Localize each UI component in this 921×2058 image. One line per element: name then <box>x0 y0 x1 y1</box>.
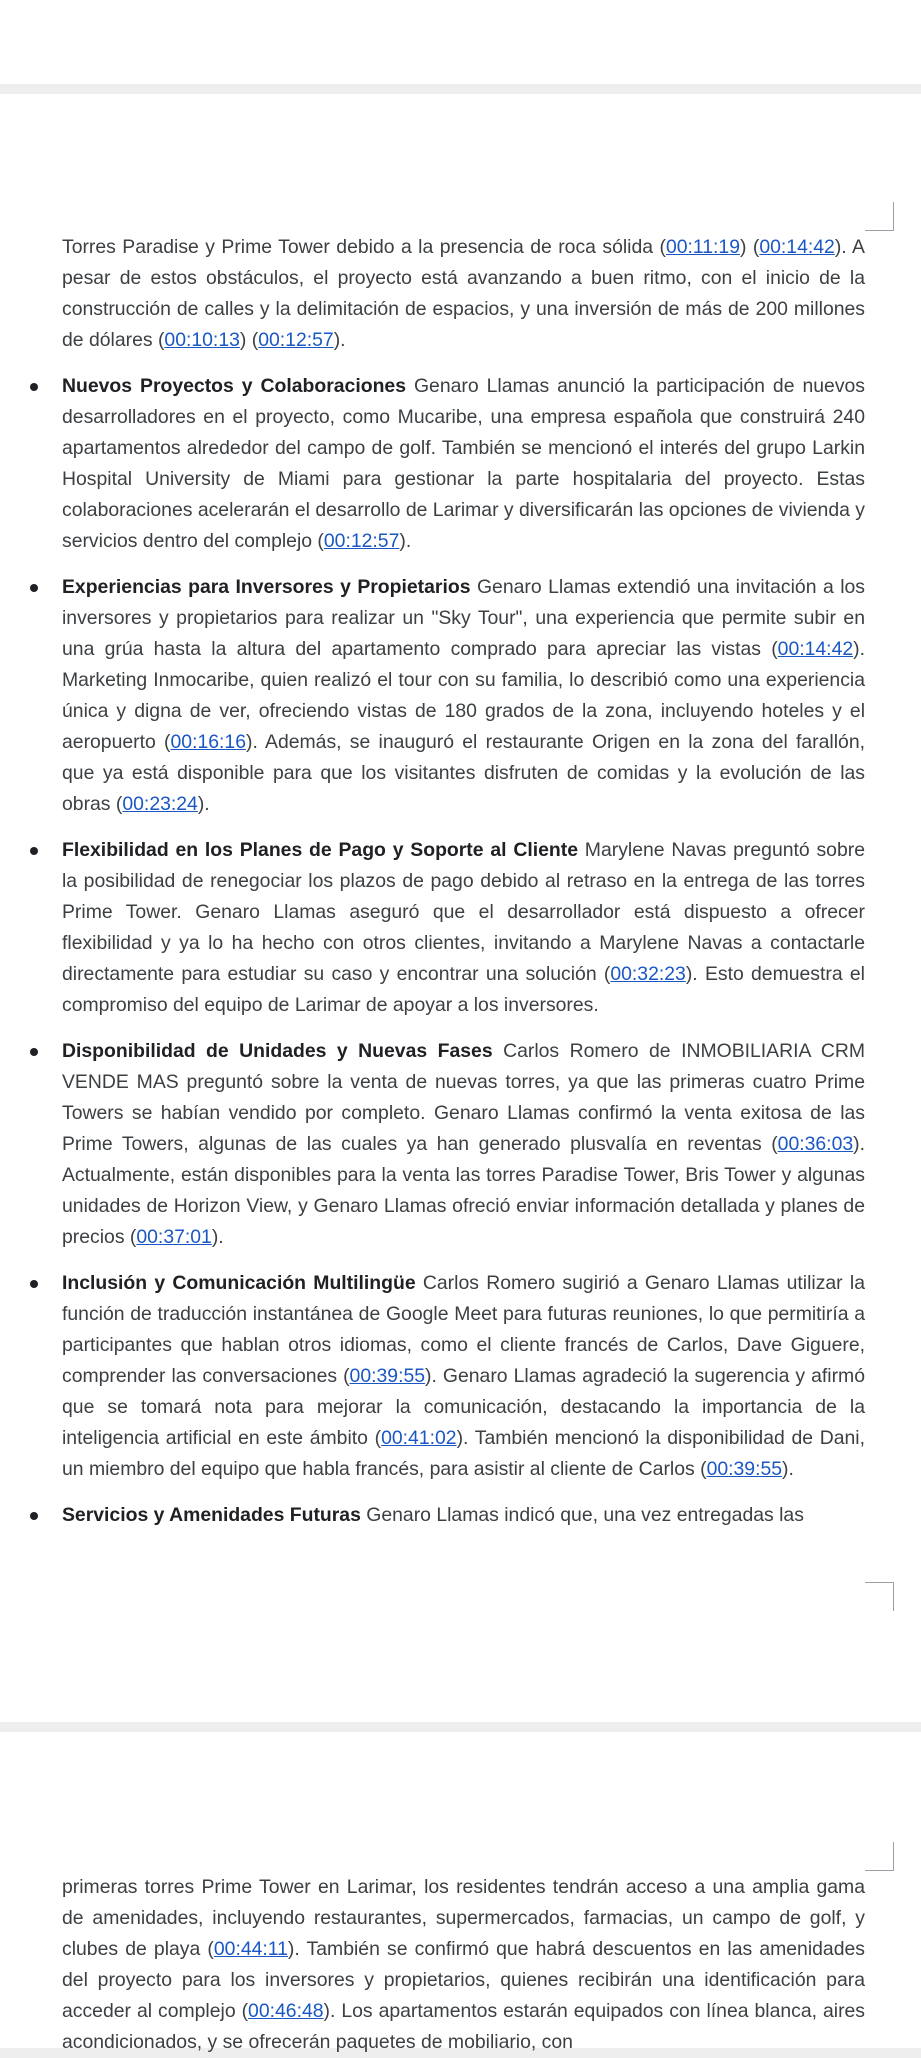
timestamp-link[interactable]: 00:41:02 <box>381 1427 457 1449</box>
timestamp-link[interactable]: 00:46:48 <box>248 2000 324 2022</box>
bullet-point-icon <box>30 1512 38 1520</box>
bullet-item <box>62 572 865 820</box>
paragraph-text: ). A pesar de estos obstáculos, el proyecto está avanzando a buen ritmo, con el inicio de la construcción de calles y la delimitación de espacios, y una inversión de más de 200 millones de dólares ( <box>62 236 865 351</box>
intro-paragraph <box>62 232 865 356</box>
paragraph-text: Genaro Llamas anunció la participación de nuevos desarrolladores en el proyecto, como Mucaribe, una empresa española que construirá 240 apartamentos alrededor del campo de golf. También se mencionó el interés del grupo Larkin Hospital University de Miami para gestionar la parte hospitalaria del proyecto. Estas colaboraciones acelerarán el desarrollo de Larimar y diversificarán las opciones de vivienda y servicios dentro del complejo ( <box>62 375 865 552</box>
document-page <box>0 94 921 1722</box>
bullet-item <box>62 1500 865 1531</box>
continuation-paragraph <box>62 1872 865 2058</box>
paragraph-text: ). <box>333 329 346 351</box>
bullet-heading: Disponibilidad de Unidades y Nuevas Fases <box>62 1040 493 1062</box>
bullet-item <box>62 1036 865 1253</box>
paragraph-text: primeras torres Prime Tower en Larimar, los residentes tendrán acceso a una amplia gama de amenidades, incluyendo restaurantes, supermercados, farmacias, un campo de golf, y clubes de playa ( <box>62 1876 865 1960</box>
bullet-point-icon <box>30 584 38 592</box>
bullet-item <box>62 835 865 1021</box>
paragraph-text: ). <box>211 1226 224 1248</box>
timestamp-link[interactable]: 00:39:55 <box>706 1458 783 1480</box>
bullet-point-icon <box>30 383 38 391</box>
timestamp-link[interactable]: 00:10:13 <box>164 329 240 351</box>
bullet-item <box>62 371 865 557</box>
paragraph-text: ). Marketing Inmocaribe, quien realizó el tour con su familia, lo describió como una experiencia única y digna de ver, ofreciendo vistas de 180 grados de la zona, incluyendo hoteles y el aeropuerto ( <box>62 638 865 753</box>
paragraph-text: Genaro Llamas indicó que, una vez entregadas las <box>360 1504 804 1526</box>
bullet-heading: Inclusión y Comunicación Multilingüe <box>62 1272 416 1294</box>
paragraph-text: ) ( <box>739 236 760 258</box>
page-body <box>62 232 865 1546</box>
timestamp-link[interactable]: 00:39:55 <box>349 1365 426 1387</box>
timestamp-link[interactable]: 00:23:24 <box>122 793 198 815</box>
paragraph-text: ). Además, se inauguró el restaurante Origen en la zona del farallón, que ya está disponible para que los visitantes disfruten de comidas y la evolución de las obras ( <box>62 731 865 815</box>
paragraph-text: ). Los apartamentos estarán equipados con línea blanca, aires acondicionados, y se ofrecerán paquetes de mobiliario, con <box>62 2000 866 2053</box>
timestamp-link[interactable]: 00:16:16 <box>170 731 246 753</box>
timestamp-link[interactable]: 00:14:42 <box>759 236 835 258</box>
bullet-item <box>62 1268 865 1485</box>
paragraph-text: ). También se confirmó que habrá descuentos en las amenidades del proyecto para los inversores y propietarios, quienes recibirán una identificación para acceder al complejo ( <box>62 1938 865 2022</box>
bullet-list <box>62 371 865 1531</box>
timestamp-link[interactable]: 00:12:57 <box>323 530 400 552</box>
paragraph-text: ). <box>399 530 412 552</box>
bullet-point-icon <box>30 1280 38 1288</box>
bullet-heading: Servicios y Amenidades Futuras <box>62 1504 361 1526</box>
timestamp-link[interactable]: 00:36:03 <box>777 1133 854 1155</box>
paragraph-text: ). Actualmente, están disponibles para la venta las torres Paradise Tower, Bris Tower y algunas unidades de Horizon View, y Genaro Llamas ofreció enviar información detallada y planes de precios ( <box>62 1133 865 1248</box>
bullet-point-icon <box>30 1048 38 1056</box>
margin-corner-mark <box>865 1842 894 1871</box>
paragraph-text: Genaro Llamas extendió una invitación a los inversores y propietarios para realizar un "Sky Tour", una experiencia que permite subir en una grúa hasta la altura del apartamento comprado para apreciar las vistas ( <box>62 576 865 660</box>
paragraph-text: ). Genaro Llamas agradeció la sugerencia y afirmó que se tomará nota para mejorar la comunicación, destacando la importancia de la inteligencia artificial en este ámbito ( <box>62 1365 865 1449</box>
paragraph-text: ). <box>197 793 210 815</box>
paragraph-text: Marylene Navas preguntó sobre la posibilidad de renegociar los plazos de pago debido al retraso en la entrega de las torres Prime Tower. Genaro Llamas aseguró que el desarrollador está dispuesto a ofrecer flexibilidad y ya lo ha hecho con otros clientes, invitando a Marylene Navas a contactarle directamente para estudiar su caso y encontrar una solución ( <box>62 839 865 985</box>
previous-page-bottom <box>0 0 921 84</box>
paragraph-text: Torres Paradise y Prime Tower debido a la presencia de roca sólida ( <box>62 236 666 258</box>
paragraph-text: ). <box>782 1458 794 1480</box>
page-body <box>62 1872 865 2058</box>
paragraph-text: ) ( <box>239 329 259 351</box>
timestamp-link[interactable]: 00:11:19 <box>665 236 740 258</box>
timestamp-link[interactable]: 00:37:01 <box>136 1226 212 1248</box>
paragraph-text: Carlos Romero de INMOBILIARIA CRM VENDE MAS preguntó sobre la venta de nuevas torres, ya que las primeras cuatro Prime Towers se habían vendido por completo. Genaro Llamas confirmó la venta exitosa de las Prime Towers, algunas de las cuales ya han generado plusvalía en reventas ( <box>62 1040 866 1155</box>
bullet-heading: Flexibilidad en los Planes de Pago y Soporte al Cliente <box>62 839 578 861</box>
paragraph-text: Carlos Romero sugirió a Genaro Llamas utilizar la función de traducción instantánea de Google Meet para futuras reuniones, lo que permitiría a participantes que hablan otros idiomas, como el cliente francés de Carlos, Dave Giguere, comprender las conversaciones ( <box>62 1272 865 1387</box>
bullet-heading: Nuevos Proyectos y Colaboraciones <box>62 375 406 397</box>
timestamp-link[interactable]: 00:44:11 <box>213 1938 288 1960</box>
bullet-heading: Experiencias para Inversores y Propietarios <box>62 576 471 598</box>
margin-corner-mark <box>865 202 894 231</box>
timestamp-link[interactable]: 00:12:57 <box>258 329 334 351</box>
paragraph-text: ). Esto demuestra el compromiso del equipo de Larimar de apoyar a los inversores. <box>62 963 865 1016</box>
bullet-point-icon <box>30 847 38 855</box>
margin-corner-mark <box>865 1582 894 1611</box>
timestamp-link[interactable]: 00:14:42 <box>777 638 854 660</box>
paragraph-text: ). También mencionó la disponibilidad de Dani, un miembro del equipo que habla francés, para asistir al cliente de Carlos ( <box>62 1427 865 1480</box>
timestamp-link[interactable]: 00:32:23 <box>610 963 686 985</box>
document-page <box>0 1732 921 2053</box>
